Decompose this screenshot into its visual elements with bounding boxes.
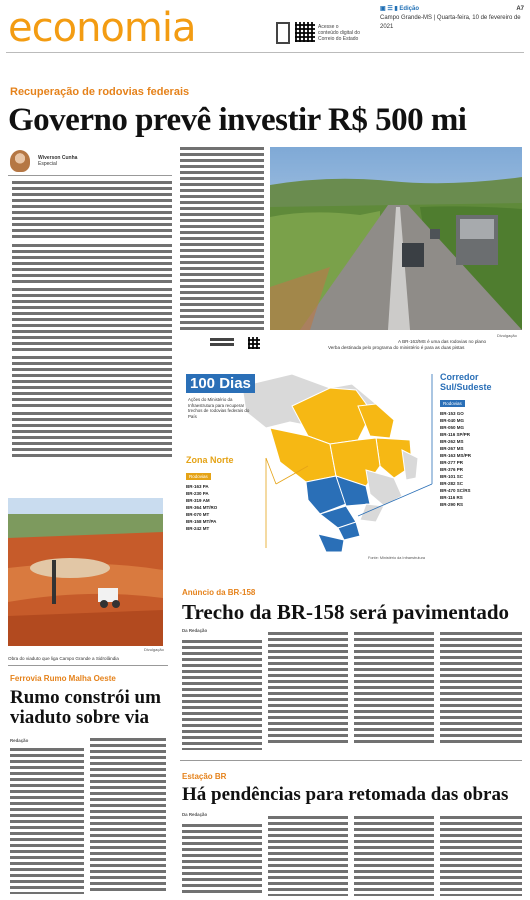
infographic-badge-desc: Ações do Ministério da Infraestrutura para recuperar trechos de rodovias federais do País (188, 397, 250, 419)
south-zone-sub: Rodovias (440, 400, 465, 407)
road-photo-caption-2: Verba destinada pelo programa do ministério é para as duas pistas (328, 345, 465, 350)
south-zone-title-2: Sul/Sudeste (440, 382, 492, 392)
south-item: BR-163 MS/PR (440, 453, 472, 458)
south-zone-list (440, 410, 520, 508)
south-item: BR-101 SC (440, 474, 464, 479)
north-item: BR-230 PA (186, 491, 209, 496)
road-photo-credit: Divulgação (497, 333, 517, 338)
story4-body-col3 (354, 816, 434, 896)
story2-headline-2: viaduto sobre via (10, 707, 150, 728)
lead-body-col1-p2 (12, 244, 172, 284)
story3-headline: Trecho da BR-158 será pavimentado (182, 600, 510, 624)
south-zone-title-1: Corredor (440, 372, 479, 382)
story2-kicker: Ferrovia Rumo Malha Oeste (10, 674, 116, 683)
story3-author: Da Redação (182, 628, 208, 633)
lead-kicker: Recuperação de rodovias federais (10, 86, 190, 98)
infographic-badge: 100 Dias (186, 374, 255, 393)
story3-body-col1 (182, 640, 262, 750)
newspaper-logo-icon (276, 22, 290, 44)
story2-body-col1 (10, 748, 84, 894)
story4-headline: Há pendências para retomada das obras (182, 784, 509, 805)
north-zone-list (186, 483, 256, 532)
works-photo (8, 498, 163, 646)
north-item: BR-364 MT/RO (186, 505, 218, 510)
north-item: BR-070 MT (186, 512, 210, 517)
works-rule (8, 665, 168, 666)
lead-body-col2 (180, 147, 264, 331)
lead-author: Wiverson Cunha (38, 155, 78, 161)
author-avatar (10, 150, 30, 172)
byline-rule (8, 175, 172, 176)
works-photo-credit: Divulgação (144, 647, 164, 652)
story3-body-col3 (354, 632, 434, 744)
south-item: BR-277 PR (440, 460, 464, 465)
story3-rule (180, 760, 522, 761)
south-item: BR-470 SC/RS (440, 488, 471, 493)
road-photo (270, 147, 522, 330)
qr-text: Acesse o conteúdo digital do Correio do Estado (318, 24, 360, 42)
south-item: BR-153 GO (440, 411, 464, 416)
lead-body-col1-p3 (12, 288, 172, 352)
story2-body-col2 (90, 738, 166, 894)
story4-body-col2 (268, 816, 348, 896)
south-item: BR-116 SP/PR (440, 432, 471, 437)
story2-headline-1: Rumo constrói um (10, 687, 161, 708)
north-item: BR-158 MT/PA (186, 519, 217, 524)
lead-author-role: Especial (38, 161, 57, 167)
south-item: BR-282 SC (440, 481, 464, 486)
north-item: BR-163 PA (186, 484, 209, 489)
north-item: BR-319 AM (186, 498, 210, 503)
north-zone-title: Zona Norte (186, 455, 234, 465)
lead-body-col1-p1 (12, 181, 172, 239)
south-item: BR-262 MS (440, 439, 464, 444)
qr-code-icon (295, 22, 315, 42)
lead-headline: Governo prevê investir R$ 500 mi (8, 102, 467, 138)
date-line: Campo Grande-MS | Quarta-feira, 10 de fevereiro de 2021 (380, 15, 521, 30)
edition-line: ▣ ☰ ▮ Edição (380, 6, 420, 12)
map-credit: Fonte: Ministério da Infraestrutura (368, 556, 425, 560)
story3-body-col4 (440, 632, 522, 744)
south-item: BR-376 PR (440, 467, 464, 472)
north-item: BR-242 MT (186, 526, 210, 531)
story4-body-col1 (182, 824, 262, 896)
south-item: BR-050 MG (440, 425, 465, 430)
south-item: BR-040 MG (440, 418, 465, 423)
lead-body-col1-p4 (12, 356, 172, 408)
south-item: BR-267 MS (440, 446, 464, 451)
page-meta (380, 5, 530, 32)
road-photo-caption-1: A BR-163/MS é uma das rodovias no plano (398, 339, 487, 344)
lead-body-col1-p5 (12, 412, 172, 458)
story4-body-col4 (440, 816, 522, 896)
works-photo-caption: Obra do viaduto que liga Campo Grande a Sidrolândia (8, 656, 119, 661)
south-item: BR-290 RS (440, 502, 464, 507)
page-number: A7 (516, 6, 524, 12)
south-item: BR-116 RS (440, 495, 463, 500)
section-title: economia (8, 5, 196, 51)
north-zone-block (186, 455, 256, 532)
header-divider (6, 52, 524, 53)
lead-byline (38, 155, 77, 167)
north-zone-sub: Rodovias (186, 473, 211, 480)
inline-qr-block (210, 338, 246, 348)
story2-author: Redação (10, 738, 29, 743)
story3-body-col2 (268, 632, 348, 744)
south-zone-block (440, 372, 520, 508)
story3-kicker: Anúncio da BR-158 (182, 588, 256, 597)
inline-qr-icon (248, 337, 260, 349)
story4-kicker: Estação BR (182, 772, 227, 781)
story4-author: Da Redação (182, 812, 208, 817)
